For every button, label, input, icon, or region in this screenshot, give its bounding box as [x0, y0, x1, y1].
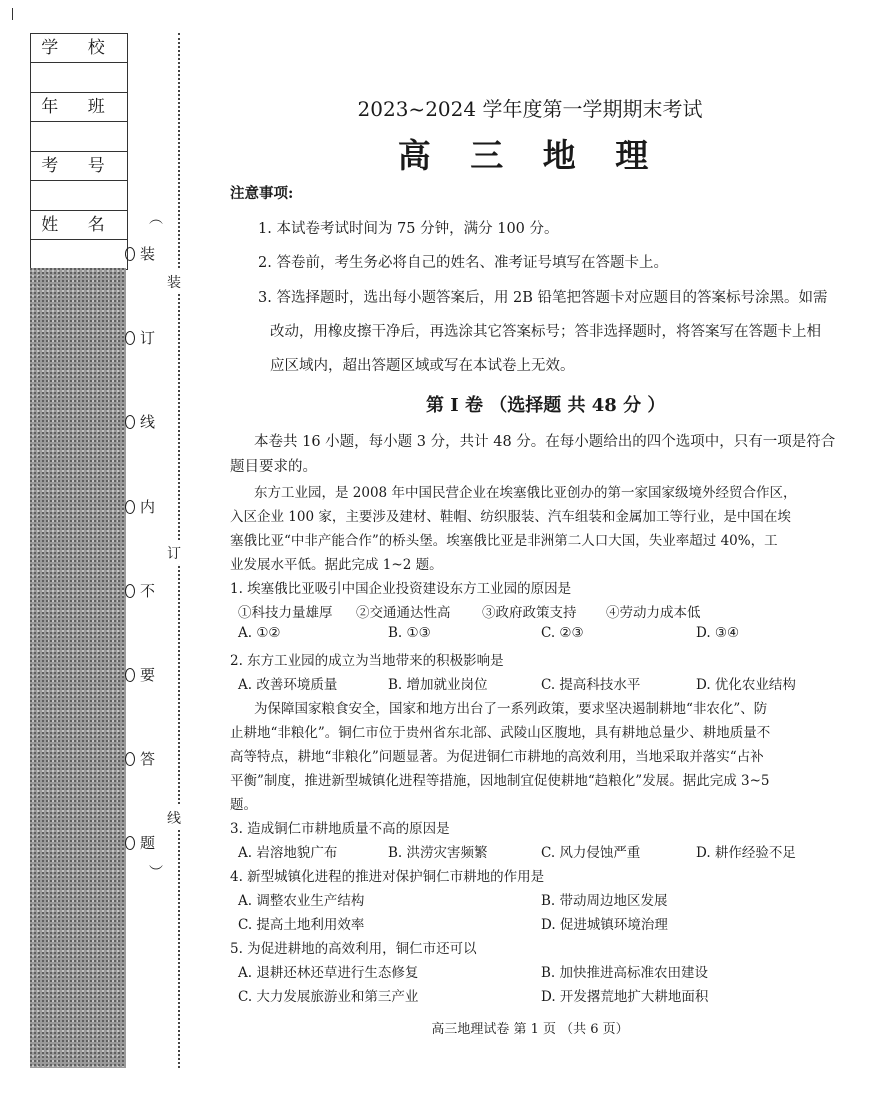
class-field[interactable]	[31, 122, 127, 152]
q1-factor: ①科技力量雄厚	[238, 605, 333, 621]
question-stem: 2. 东方工业园的成立为当地带来的积极影响是	[230, 653, 504, 669]
passage-line: 高等特点，耕地“非粮化”问题显著。为促进铜仁市耕地的高效利用，当地采取并落实“占补	[230, 749, 764, 765]
class-label: 年 班	[31, 93, 127, 122]
student-info-table	[30, 33, 128, 270]
line-label-zhuang: 装	[167, 270, 181, 294]
seal-char: 题	[125, 832, 155, 853]
circle-icon	[125, 836, 135, 850]
seal-char: 线	[125, 411, 155, 432]
seal-paren-open: ︵	[149, 211, 163, 227]
binding-hatch-area	[30, 268, 126, 1068]
corner-mark	[12, 8, 13, 20]
q1-factor: ③政府政策支持	[482, 605, 577, 621]
seal-char: 内	[125, 496, 155, 517]
answer-option[interactable]: B. 洪涝灾害频繁	[388, 845, 488, 861]
circle-icon	[125, 500, 135, 514]
circle-icon	[125, 668, 135, 682]
seal-paren-close: ︶	[149, 865, 163, 881]
circle-icon	[125, 584, 135, 598]
answer-option[interactable]: D. 优化农业结构	[696, 677, 796, 693]
passage-line: 东方工业园，是 2008 年中国民营企业在埃塞俄比亚创办的第一家国家级境外经贸合作区，	[254, 485, 797, 501]
answer-option[interactable]: C. 提高科技水平	[541, 677, 641, 693]
passage-line: 塞俄比亚“中非产能合作”的桥头堡。埃塞俄比亚是非洲第二人口大国，失业率超过 40%，工	[230, 533, 778, 549]
seal-char: 不	[125, 580, 155, 601]
circle-icon	[125, 247, 135, 261]
answer-option[interactable]: C. 风力侵蚀严重	[541, 845, 641, 861]
section-intro: 题目要求的。	[230, 459, 317, 475]
school-label: 学 校	[31, 34, 127, 63]
line-label-ding: 订	[167, 541, 181, 565]
line-label-xian: 线	[167, 806, 181, 830]
seal-char: 答	[125, 748, 155, 769]
answer-option[interactable]: B. 增加就业岗位	[388, 677, 488, 693]
answer-option[interactable]: A. 岩溶地貌广布	[238, 845, 338, 861]
answer-option[interactable]: D. ③④	[696, 625, 740, 641]
school-field[interactable]	[31, 63, 127, 93]
exam-number-field[interactable]	[31, 181, 127, 211]
answer-option[interactable]: A. 调整农业生产结构	[238, 893, 365, 909]
q1-factor: ④劳动力成本低	[606, 605, 701, 621]
note-item: 1. 本试卷考试时间为 75 分钟，满分 100 分。	[258, 221, 559, 237]
name-label: 姓 名	[31, 211, 127, 240]
answer-option[interactable]: B. 加快推进高标准农田建设	[541, 965, 709, 981]
answer-option[interactable]: C. ②③	[541, 625, 584, 641]
answer-option[interactable]: D. 开发撂荒地扩大耕地面积	[541, 989, 709, 1005]
notes-heading: 注意事项:	[230, 185, 294, 202]
note-item: 3. 答选择题时，选出每小题答案后，用 2B 铅笔把答题卡对应题目的答案标号涂黑。如需	[258, 290, 828, 306]
page-footer: 高三地理试卷 第 1 页 （共 6 页）	[431, 1022, 629, 1037]
note-item: 改动，用橡皮擦干净后，再选涂其它答案标号；答非选择题时，将答案写在答题卡上相	[270, 324, 821, 340]
note-item: 2. 答卷前，考生务必将自己的姓名、准考证号填写在答题卡上。	[258, 255, 668, 271]
answer-option[interactable]: B. 带动周边地区发展	[541, 893, 668, 909]
name-field[interactable]	[31, 240, 127, 269]
question-stem: 5. 为促进耕地的高效利用，铜仁市还可以	[230, 941, 477, 957]
answer-option[interactable]: D. 耕作经验不足	[696, 845, 796, 861]
seal-char: 装	[125, 243, 155, 264]
question-stem: 3. 造成铜仁市耕地质量不高的原因是	[230, 821, 450, 837]
section-title: 第 I 卷 （选择题 共 48 分 ）	[426, 395, 666, 416]
circle-icon	[125, 415, 135, 429]
answer-option[interactable]: A. 改善环境质量	[238, 677, 338, 693]
question-stem: 1. 埃塞俄比亚吸引中国企业投资建设东方工业园的原因是	[230, 581, 572, 597]
note-item: 应区域内，超出答题区域或写在本试卷上无效。	[270, 358, 575, 374]
passage-line: 题。	[230, 797, 257, 813]
answer-option[interactable]: C. 大力发展旅游业和第三产业	[238, 989, 419, 1005]
answer-option[interactable]: C. 提高土地利用效率	[238, 917, 365, 933]
answer-option[interactable]: A. ①②	[238, 625, 281, 641]
subject-title: 高 三 地 理	[397, 136, 663, 175]
question-stem: 4. 新型城镇化进程的推进对保护铜仁市耕地的作用是	[230, 869, 545, 885]
passage-line: 为保障国家粮食安全，国家和地方出台了一系列政策，要求坚决遏制耕地“非农化”、防	[254, 701, 768, 717]
passage-line: 业发展水平低。据此完成 1~2 题。	[230, 557, 443, 573]
circle-icon	[125, 331, 135, 345]
answer-option[interactable]: B. ①③	[388, 625, 431, 641]
exam-number-label: 考 号	[31, 152, 127, 181]
seal-char: 要	[125, 664, 155, 685]
q1-factor: ②交通通达性高	[356, 605, 451, 621]
answer-option[interactable]: D. 促进城镇环境治理	[541, 917, 668, 933]
exam-title: 2023~2024 学年度第一学期期末考试	[357, 97, 703, 121]
seal-char: 订	[125, 327, 155, 348]
passage-line: 平衡”制度，推进新型城镇化进程等措施，因地制宜促使耕地“趋粮化”发展。据此完成 3~5	[230, 773, 770, 789]
passage-line: 止耕地“非粮化”。铜仁市位于贵州省东北部、武陵山区腹地，具有耕地总量少、耕地质量不	[230, 725, 771, 741]
passage-line: 入区企业 100 家，主要涉及建材、鞋帽、纺织服装、汽车组装和金属加工等行业，是中国在埃	[230, 509, 791, 525]
circle-icon	[125, 752, 135, 766]
section-intro: 本卷共 16 小题，每小题 3 分，共计 48 分。在每小题给出的四个选项中，只有一项是符合	[254, 434, 836, 450]
answer-option[interactable]: A. 退耕还林还草进行生态修复	[238, 965, 419, 981]
